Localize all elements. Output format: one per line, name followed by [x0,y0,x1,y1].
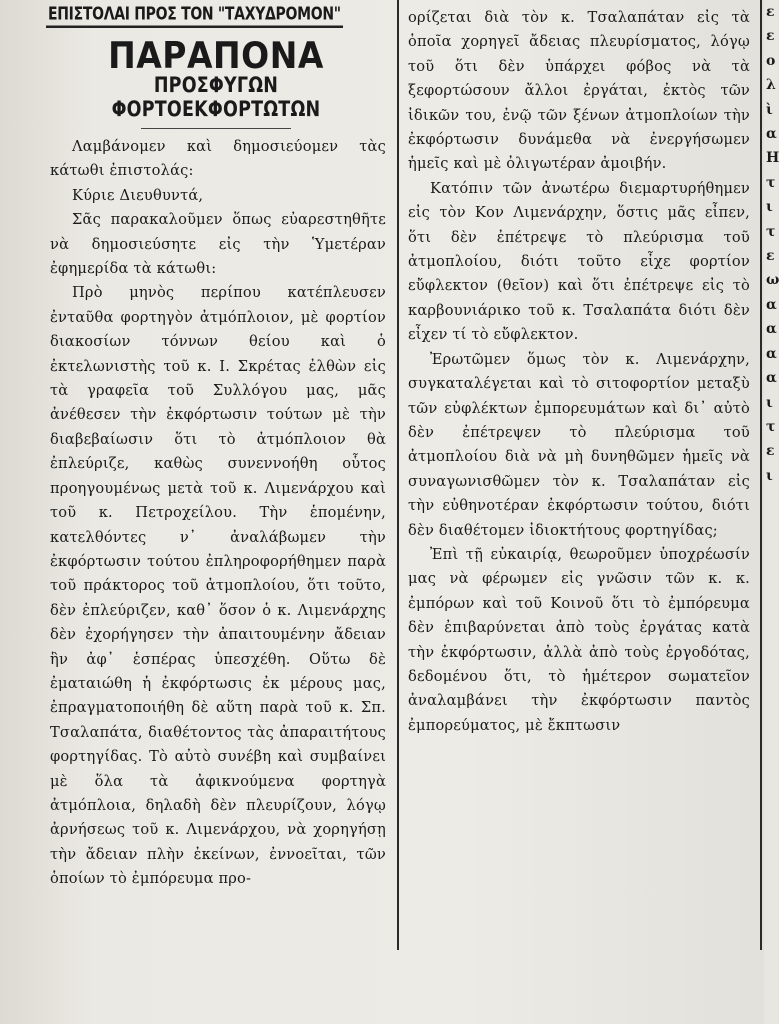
edge-fragment: Η [766,150,779,167]
edge-fragment: τ [766,174,776,191]
edge-fragment: ι [766,394,773,411]
column-right [402,6,754,738]
story-paragraph-part2: ορίζεται διὰ τὸν κ. Τσαλαπάταν εἰς τὰ ὁποῖα χορηγεῖ ἄδειας πλευρίσματος, λόγῳ τοῦ ὅτι δὲν ὑπάρχει φόβος νὰ τὰ ξεφορτώσουν ἄλλοι ἐργάται, ἐκτὸς τῶν ἰδικῶν του, ἐνῷ τῶν ξένων ἀτμοπλοίων τὴν ἐκφόρτωσιν δυνάμεθα νὰ ἐνεργήσωμεν ἡμεῖς καὶ μὲ ὀλιγωτέραν ἀμοιβήν. [408,9,750,173]
edge-fragment: τ [766,223,776,240]
edge-fragment: α [766,126,777,143]
headline: ΠΑΡΑΠΟΝΑ [108,34,324,77]
edge-fragment: λ [766,77,776,94]
story-paragraph-part1: Πρὸ μηνὸς περίπου κατέπλευσεν ἐνταῦθα φορτηγὸν ἀτμόπλοιον, μὲ φορτίον διακοσίων τόννων θείου καὶ ὁ ἐκτελωνιστὴς τοῦ κ. Ι. Σκρέτας ἐλθὼν εἰς τὰ γραφεῖα τοῦ Συλλόγου μας, μᾶς ἀνέθεσεν τὴν ἐκφόρτωσιν τούτων μὲ τὴν διαβεβαίωσιν ὅτι τὸ ἀτμόπλοιον θὰ ἐπλεύριζε, καθὼς συνεννοήθη οὗτος προηγουμένως μετὰ τοῦ κ. Λιμενάρχου καὶ τοῦ κ. Πετροχείλου. Τὴν ἑπομένην, κατελθόντες ν᾽ ἀναλάβωμεν τὴν ἐκφόρτωσιν τούτου ἐπληροφορήθημεν παρὰ τοῦ πράκτορος τοῦ ἀτμοπλοίου, ὅτι τοῦτο, δὲν ἐπλεύριζεν, καθ᾽ ὅσον ὁ κ. Λιμενάρχης δὲν ἐχορήγησεν τὴν ἀπαιτουμένην ἄδειαν ἣν ἀφ᾽ ἑσπέρας ὑπεσχέθη. Οὕτω δὲ ἐματαιώθη ἡ ἐκφόρτωσις ἐκ μέρους μας, ἐπραγματοποιήθη δὲ αὕτη παρὰ τοῦ κ. Σπ. Τσαλαπάτα, διαθέτοντος τὰς ἀπαραιτήτους φορτηγίδας. Τὸ αὐτὸ συνέβη καὶ συμβαίνει μὲ ὅλα τὰ ἀφικνούμενα φορτηγὰ ἀτμόπλοια, δηλαδὴ δὲν πλευρίζουν, λόγῳ ἀρνήσεως τοῦ κ. Λιμενάρχου, νὰ χορηγήσῃ τὴν ἄδειαν πλὴν ἐκείνων, ἐννοεῖται, τῶν ὁποίων τὸ ἐμπόρευμα προ- [50,284,386,888]
edge-fragment: ε [766,28,775,45]
request-paragraph: Σᾶς παρακαλοῦμεν ὅπως εὐαρεστηθῆτε νὰ δημοσιεύσητε εἰς τὴν Ὑμετέραν ἐφημερίδα τὰ κάτωθι: [50,211,386,278]
protest-paragraph: Κατόπιν τῶν ἀνωτέρω διεμαρτυρήθημεν εἰς τὸν Κον Λιμενάρχην, ὅστις μᾶς εἶπεν, ὅτι δὲν ἐπέτρεψε τὸ πλεύρισμα τοῦ ἀτμοπλοίου, διότι τοῦτο εἶχε φορτίον εὔφλεκτον (θεῖον) καὶ ὅτι ἐπέτρεψε εἰς τὸ καρβουνιάρικο τοῦ κ. Τσαλαπάτα διότι δὲν εἶχεν τί τὸ εὔφλεκτον. [408,179,750,344]
column-header: ΕΠΙΣΤΟΛΑΙ ΠΡΟΣ ΤΟΝ "ΤΑΧΥΔΡΟΜΟΝ" [46,4,343,28]
edge-fragment: ι [766,467,773,484]
edge-fragment: ε [766,443,775,460]
question-paragraph: Ἐρωτῶμεν ὅμως τὸν κ. Λιμενάρχην, συγκαταλέγεται καὶ τὸ σιτοφορτίον μεταξὺ τῶν εὐφλέκτων ἐμπορευμάτων καὶ δι᾽ αὐτὸ δὲν ἐπέτρεψεν τὸ πλεύρισμα τοῦ ἀτμοπλοίου διὰ νὰ μὴ δυνηθῶμεν ἡμεῖς νὰ συναγωνισθῶμεν τὸν κ. Τσαλαπάταν εἰς τὴν εὐθηνοτέραν ἐκφόρτωσιν τούτου, διότι δὲν διαθέτομεν ἰδιοκτήτους φορτηγίδας; [408,350,750,539]
column-rule [397,0,399,950]
edge-fragment: ο [766,52,776,69]
edge-fragment: ι [766,199,773,216]
edge-fragment: α [766,370,777,387]
edge-fragment: τ [766,418,776,435]
edge-fragment: ε [766,4,775,20]
edge-fragment: ὶ [766,101,773,118]
edge-fragment: α [766,345,777,362]
edge-fragment: ω [766,272,779,289]
edge-fragment: α [766,321,777,338]
adjacent-column-fragment [764,0,778,1024]
column-left [40,6,392,892]
edge-fragment: α [766,296,777,313]
closing-paragraph: Ἐπὶ τῇ εὐκαιρίᾳ, θεωροῦμεν ὑποχρέωσίν μας νὰ φέρωμεν εἰς γνῶσιν τῶν κ. κ. ἐμπόρων καὶ τοῦ Κοινοῦ ὅτι τὸ ἐμπόρευμα δὲν ἐπιβαρύνεται ἀπὸ τοὺς ἐργάτας κατὰ τὴν ἐκφόρτωσιν, ἀλλὰ ἀπὸ τοὺς ἐργοδότας, δεδομένου ὅτι, τὸ ἡμέτερον σωματεῖον ἀναλαμβάνει τὴν ἐκφόρτωσιν παντὸς ἐμπορεύματος, μὲ ἔκπτωσιν [408,545,750,734]
subheadline: ΠΡΟΣΦΥΓΩΝ ΦΟΡΤΟΕΚΦΟΡΤΩΤΩΝ [111,74,321,122]
divider [141,128,291,129]
column-rule-right [760,0,762,950]
intro-paragraph: Λαμβάνομεν καὶ δημοσιεύομεν τὰς κάτωθι ἐπιστολάς: [50,138,386,180]
edge-fragment: ε [766,248,775,265]
salutation: Κύριε Διευθυντά, [72,186,204,204]
